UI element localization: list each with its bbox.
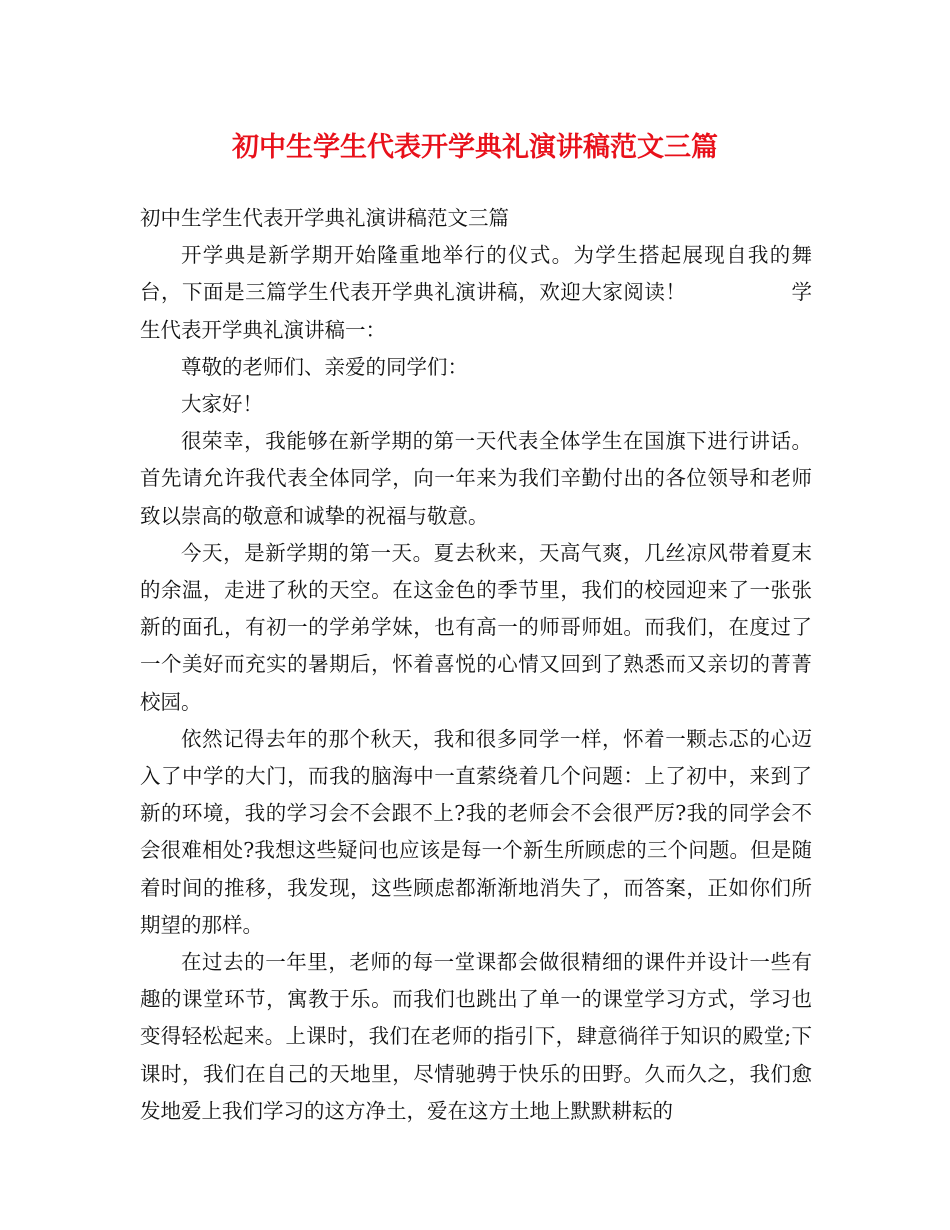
paragraph-past-year: 在过去的一年里，老师的每一堂课都会做很精细的课件并设计一些有趣的课堂环节，寓教于乐。而我们也跳出了单一的课堂学习方式，学习也变得轻松起来。上课时，我们在老师的指引下，肆意徜徉于知识的殿堂;下课时，我们在自己的天地里，尽情驰骋于快乐的田野。久而久之，我们愈发地爱上我们学习的这方净土，爱在这方土地上默默耕耘的 [140,950,812,1123]
paragraph-greeting: 大家好！ [181,392,263,417]
paragraph-today: 今天，是新学期的第一天。夏去秋来，天高气爽，几丝凉风带着夏末的余温，走进了秋的天空。在这金色的季节里，我们的校园迎来了一张张新的面孔，有初一的学弟学妹，也有高一的师哥师姐。而我们，在度过了一个美好而充实的暑期后，怀着喜悦的心情又回到了熟悉而又亲切的菁菁校园。 [140,540,812,714]
paragraph-intro: 开学典是新学期开始隆重地举行的仪式。为学生搭起展现自我的舞台，下面是三篇学生代表开学典礼演讲稿，欢迎大家阅读！ 学生代表开学典礼演讲稿一： [140,243,812,342]
document-body [140,200,812,1130]
paragraph-honor: 很荣幸，我能够在新学期的第一天代表全体学生在国旗下进行讲话。首先请允许我代表全体同学，向一年来为我们辛勤付出的各位领导和老师致以崇高的敬意和诚挚的祝福与敬意。 [140,429,812,528]
subtitle-line: 初中生学生代表开学典礼演讲稿范文三篇 [140,206,509,230]
document-title: 初中生学生代表开学典礼演讲稿范文三篇 [232,132,718,163]
paragraph-salutation: 尊敬的老师们、亲爱的同学们： [181,354,468,379]
paragraph-memory: 依然记得去年的那个秋天，我和很多同学一样，怀着一颗忐忑的心迈入了中学的大门，而我的脑海中一直萦绕着几个问题：上了初中，来到了新的环境，我的学习会不会跟不上?我的老师会不会很严厉?我的同学会不会很难相处?我想这些疑问也应该是每一个新生所顾虑的三个问题。但是随着时间的推移，我发现，这些顾虑都渐渐地消失了，而答案，正如你们所期望的那样。 [140,726,812,937]
